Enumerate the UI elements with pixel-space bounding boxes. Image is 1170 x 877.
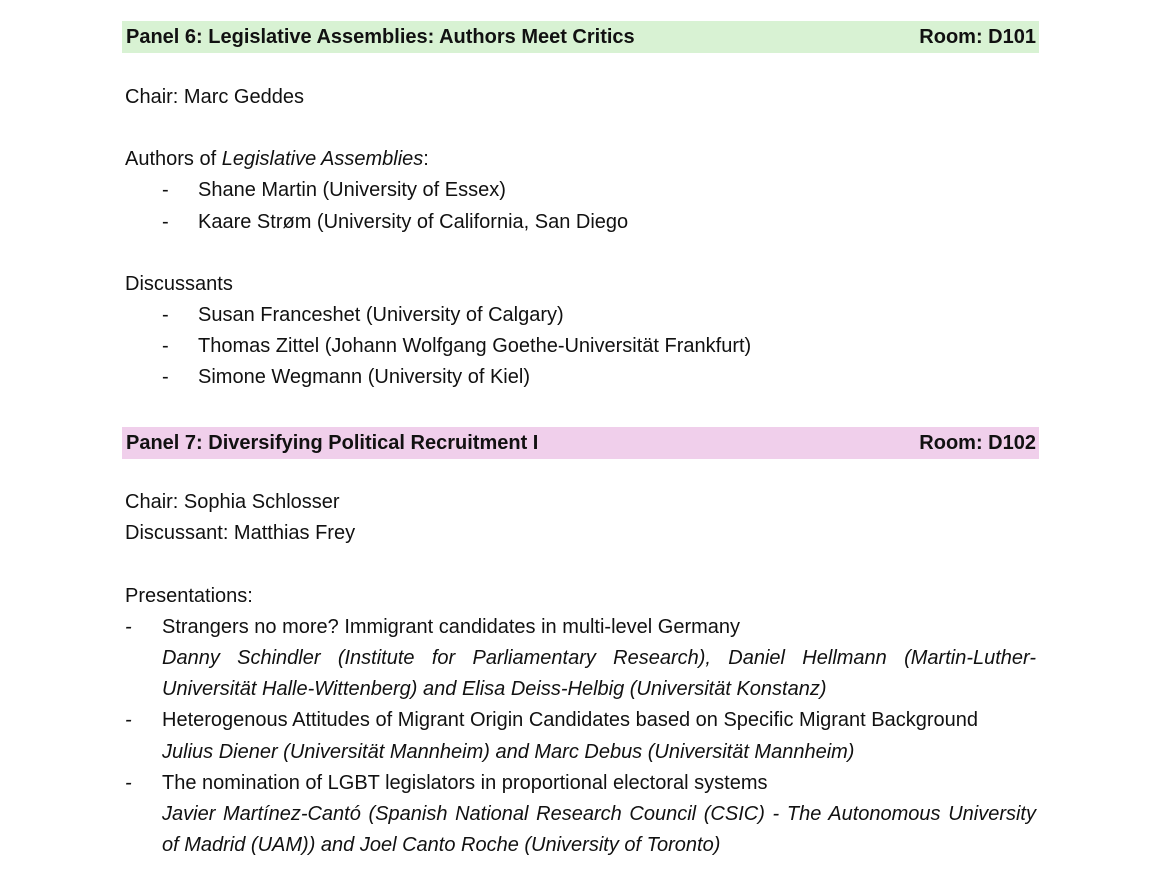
authors-prefix: Authors of bbox=[125, 148, 222, 170]
bullet-dash: - bbox=[162, 179, 169, 201]
presentation-authors: Javier Martínez-Cantó (Spanish National Research Council (CSIC) - The Autonomous University of Madrid (UAM)) and Joel Canto Roche (University of Toronto) bbox=[162, 803, 1036, 856]
author-item: Kaare Strøm (University of California, San Diego bbox=[198, 211, 629, 233]
bullet-dash: - bbox=[125, 709, 132, 731]
presentation-title: Strangers no more? Immigrant candidates in multi-level Germany bbox=[162, 616, 741, 638]
panel7-header bbox=[122, 427, 1039, 459]
panel7-chair: Chair: Sophia Schlosser bbox=[125, 491, 340, 513]
presentation-title: The nomination of LGBT legislators in proportional electoral systems bbox=[162, 772, 768, 794]
bullet-dash: - bbox=[162, 304, 169, 326]
bullet-dash: - bbox=[162, 366, 169, 388]
bullet-dash: - bbox=[125, 616, 132, 638]
panel6-room: Room: D101 bbox=[919, 25, 1036, 48]
presentation-authors: Julius Diener (Universität Mannheim) and Marc Debus (Universität Mannheim) bbox=[162, 741, 855, 763]
panel7-presentations-heading: Presentations: bbox=[125, 585, 253, 607]
panel7-room: Room: D102 bbox=[919, 431, 1036, 454]
panel6-authors-heading bbox=[125, 148, 429, 171]
author-item: Shane Martin (University of Essex) bbox=[198, 179, 506, 201]
presentation-title: Heterogenous Attitudes of Migrant Origin Candidates based on Specific Migrant Background bbox=[162, 709, 979, 731]
bullet-dash: - bbox=[162, 211, 169, 233]
discussant-item: Simone Wegmann (University of Kiel) bbox=[198, 366, 530, 388]
panel6-discussants-heading: Discussants bbox=[125, 273, 233, 295]
authors-suffix: : bbox=[423, 148, 429, 170]
panel6-title: Panel 6: Legislative Assemblies: Authors Meet Critics bbox=[126, 25, 635, 48]
panel6-chair: Chair: Marc Geddes bbox=[125, 86, 304, 108]
panel7-discussant: Discussant: Matthias Frey bbox=[125, 522, 356, 544]
panel6-header bbox=[122, 21, 1039, 53]
bullet-dash: - bbox=[125, 772, 132, 794]
presentation-authors: Danny Schindler (Institute for Parliamentary Research), Daniel Hellmann (Martin-Luther-Universität Halle-Wittenberg) and Elisa Deiss-Helbig (Universität Konstanz) bbox=[162, 647, 1036, 700]
bullet-dash: - bbox=[162, 335, 169, 357]
book-title: Legislative Assemblies bbox=[221, 148, 424, 170]
panel7-title: Panel 7: Diversifying Political Recruitment I bbox=[126, 431, 539, 454]
discussant-item: Susan Franceshet (University of Calgary) bbox=[198, 304, 564, 326]
discussant-item: Thomas Zittel (Johann Wolfgang Goethe-Universität Frankfurt) bbox=[198, 335, 752, 357]
